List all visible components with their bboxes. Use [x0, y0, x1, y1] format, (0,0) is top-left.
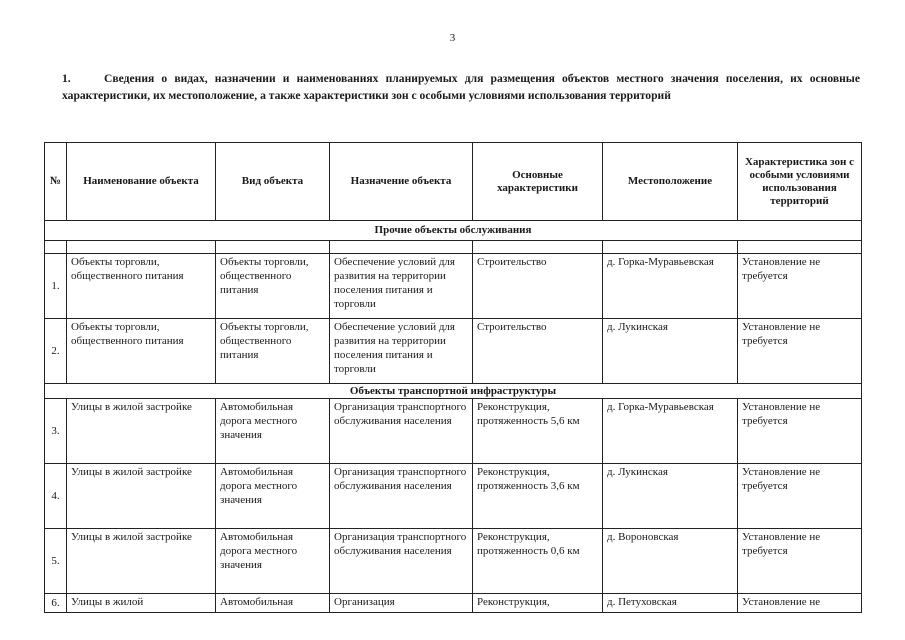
- header-characteristics: Основные характеристики: [473, 143, 603, 221]
- cell-purpose: Организация: [330, 594, 473, 613]
- table-row: [45, 464, 862, 529]
- row-number: 3.: [45, 399, 67, 464]
- header-name: Наименование объекта: [67, 143, 216, 221]
- cell-location: д. Петуховская: [603, 594, 738, 613]
- cell-type: Объекты торговли, общественного питания: [216, 254, 330, 319]
- spacer-row: [45, 241, 862, 254]
- cell-name: Улицы в жилой застройке: [67, 464, 216, 529]
- cell-type: Автомобильная дорога местного значения: [216, 529, 330, 594]
- cell-zones: Установление не требуется: [738, 254, 862, 319]
- page-number: 3: [449, 32, 456, 44]
- cell-zones: Установление не требуется: [738, 399, 862, 464]
- cell-name: Объекты торговли, общественного питания: [67, 319, 216, 384]
- cell-characteristics: Строительство: [473, 319, 603, 384]
- cell-name: Объекты торговли, общественного питания: [67, 254, 216, 319]
- cell-purpose: Обеспечение условий для развития на территории поселения питания и торговли: [330, 254, 473, 319]
- cell-purpose: Организация транспортного обслуживания населения: [330, 399, 473, 464]
- cell-location: д. Горка-Муравьевская: [603, 399, 738, 464]
- cell-location: д. Вороновская: [603, 529, 738, 594]
- cell-name: Улицы в жилой: [67, 594, 216, 613]
- cell-purpose: Организация транспортного обслуживания населения: [330, 464, 473, 529]
- heading-number: 1.: [62, 72, 71, 85]
- header-purpose: Назначение объекта: [330, 143, 473, 221]
- header-number: №: [45, 143, 67, 221]
- cell-location: д. Лукинская: [603, 319, 738, 384]
- cell-name: Улицы в жилой застройке: [67, 529, 216, 594]
- objects-table: [44, 142, 862, 613]
- cell-characteristics: Реконструкция,: [473, 594, 603, 613]
- section-title: Объекты транспортной инфраструктуры: [45, 384, 862, 399]
- row-number: 5.: [45, 529, 67, 594]
- header-zones: Характеристика зон с особыми условиями использования территорий: [738, 143, 862, 221]
- cell-zones: Установление не требуется: [738, 529, 862, 594]
- table-row: [45, 529, 862, 594]
- table-row: [45, 254, 862, 319]
- cell-name: Улицы в жилой застройке: [67, 399, 216, 464]
- table-row: [45, 594, 862, 613]
- row-number: 4.: [45, 464, 67, 529]
- section-header-row: [45, 384, 862, 399]
- row-number: 2.: [45, 319, 67, 384]
- row-number: 6.: [45, 594, 67, 613]
- cell-zones: Установление не: [738, 594, 862, 613]
- cell-location: д. Горка-Муравьевская: [603, 254, 738, 319]
- row-number: 1.: [45, 254, 67, 319]
- cell-purpose: Организация транспортного обслуживания населения: [330, 529, 473, 594]
- header-location: Местоположение: [603, 143, 738, 221]
- header-type: Вид объекта: [216, 143, 330, 221]
- cell-type: Автомобильная дорога местного значения: [216, 399, 330, 464]
- cell-characteristics: Реконструкция, протяженность 0,6 км: [473, 529, 603, 594]
- cell-type: Автомобильная дорога местного значения: [216, 464, 330, 529]
- cell-purpose: Обеспечение условий для развития на территории поселения питания и торговли: [330, 319, 473, 384]
- table-row: [45, 319, 862, 384]
- section-heading: [62, 70, 860, 104]
- cell-type: Объекты торговли, общественного питания: [216, 319, 330, 384]
- table-header-row: [45, 143, 862, 221]
- cell-zones: Установление не требуется: [738, 319, 862, 384]
- cell-characteristics: Строительство: [473, 254, 603, 319]
- cell-characteristics: Реконструкция, протяженность 5,6 км: [473, 399, 603, 464]
- cell-location: д. Лукинская: [603, 464, 738, 529]
- cell-type: Автомобильная: [216, 594, 330, 613]
- table-row: [45, 399, 862, 464]
- cell-characteristics: Реконструкция, протяженность 3,6 км: [473, 464, 603, 529]
- section-header-row: [45, 221, 862, 241]
- heading-text: Сведения о видах, назначении и наименованиях планируемых для размещения объектов местного значения поселения, их основные характеристики, их местоположение, а также характеристики зон с особыми условиями использования территорий: [62, 72, 860, 102]
- cell-zones: Установление не требуется: [738, 464, 862, 529]
- section-title: Прочие объекты обслуживания: [45, 221, 862, 241]
